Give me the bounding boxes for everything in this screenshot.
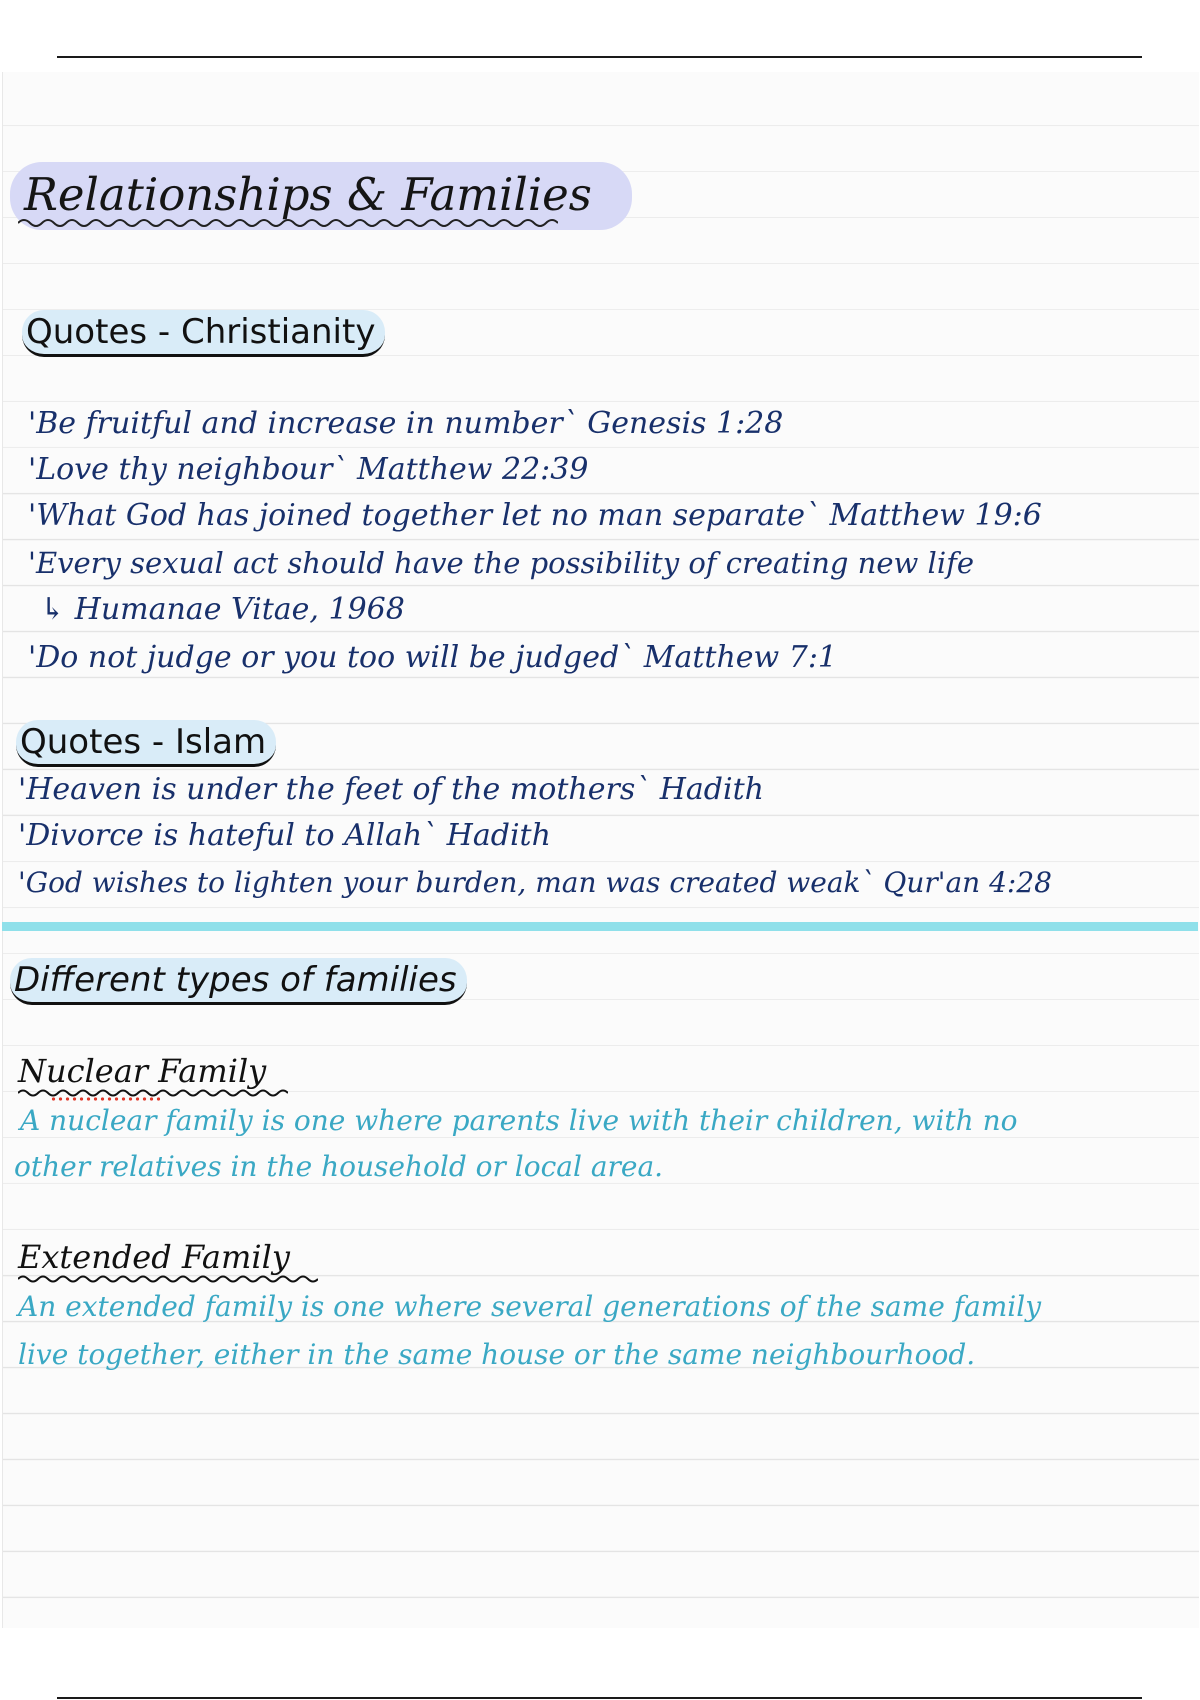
islam-quote-1: 'Heaven is under the feet of the mothers` Hadith [18,772,764,807]
christianity-quote-4-source: ↳ Humanae Vitae, 1968 [40,592,405,627]
christianity-quote-2: 'Love thy neighbour` Matthew 22:39 [28,452,589,487]
title-squiggle-underline [18,216,558,230]
extended-family-definition-line-1: An extended family is one where several generations of the same family [18,1290,1042,1323]
islam-quote-3: 'God wishes to lighten your burden, man was created weak` Qur'an 4:28 [18,866,1052,899]
extended-family-title: Extended Family [18,1238,290,1276]
page-title: Relationships & Families [10,162,632,230]
christianity-quote-5: 'Do not judge or you too will be judged` Matthew 7:1 [28,640,838,675]
christianity-quote-3: 'What God has joined together let no man separate` Matthew 19:6 [28,498,1042,533]
christianity-quotes-heading: Quotes - Christianity [22,310,385,357]
top-rule [57,56,1142,58]
christianity-quote-4: 'Every sexual act should have the possibility of creating new life [28,546,974,580]
extended-family-definition-line-2: live together, either in the same house or the same neighbourhood. [18,1338,976,1371]
section-divider [2,922,1198,931]
nuclear-family-definition-line-1: A nuclear family is one where parents live with their children, with no [20,1104,1018,1137]
extended-family-squiggle [18,1274,318,1284]
nuclear-family-definition-line-2: other relatives in the household or local area. [14,1150,664,1183]
spellcheck-underline [50,1097,160,1101]
islam-quote-2: 'Divorce is hateful to Allah` Hadith [18,818,551,853]
islam-quotes-heading: Quotes - Islam [16,720,276,767]
bottom-rule [57,1697,1142,1699]
christianity-quote-1: 'Be fruitful and increase in number` Genesis 1:28 [28,406,784,441]
nuclear-family-title: Nuclear Family [18,1052,267,1090]
family-types-heading: Different types of families [10,958,467,1005]
